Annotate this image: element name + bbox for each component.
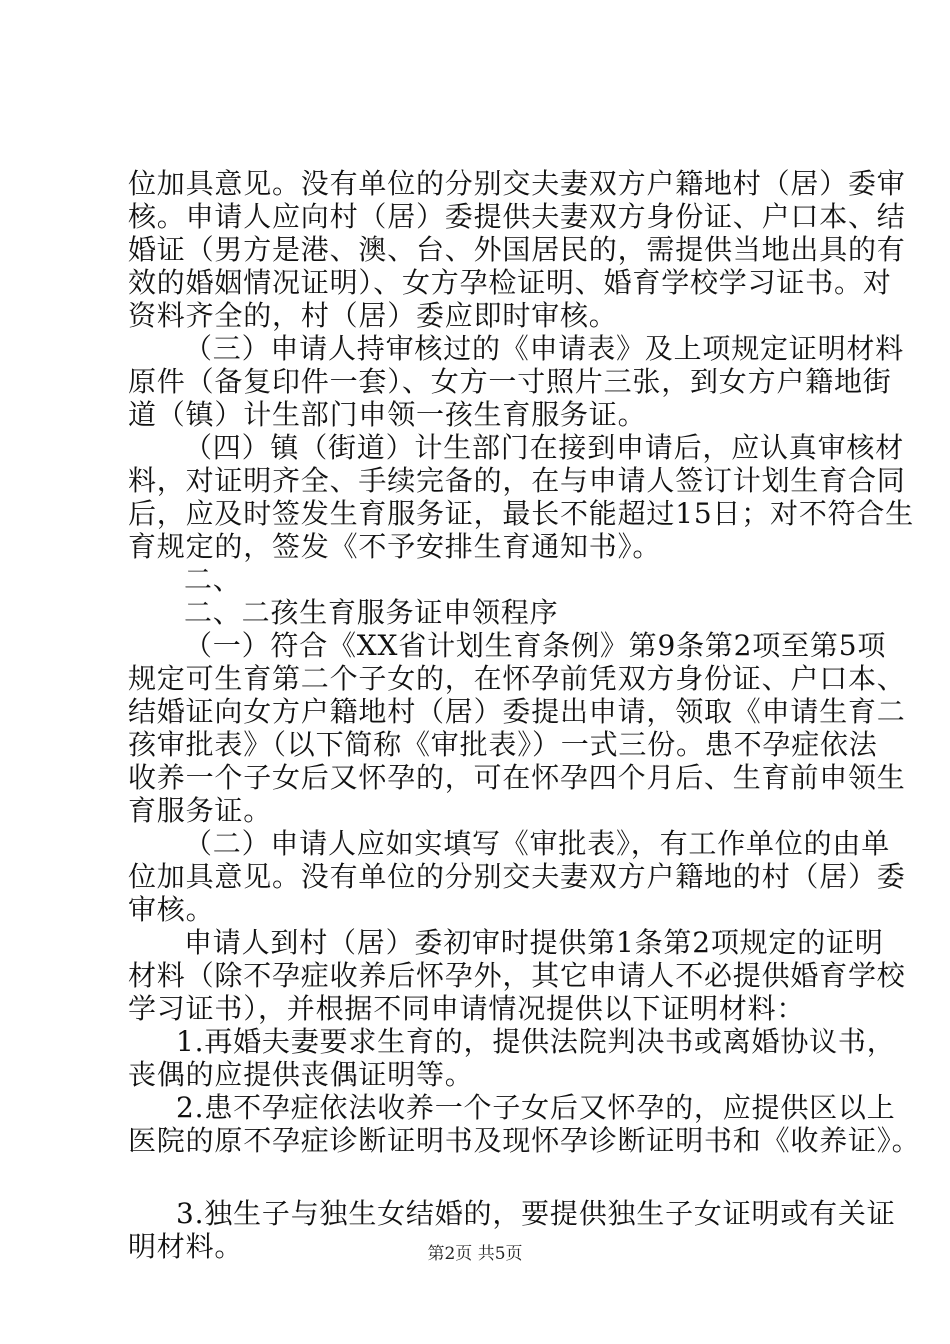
body-line: 材料（除不孕症收养后怀孕外，其它申请人不必提供婚育学校 [128, 959, 906, 992]
body-line: 丧偶的应提供丧偶证明等。 [128, 1058, 474, 1091]
body-line: 规定可生育第二个子女的，在怀孕前凭双方身份证、户口本、 [128, 662, 906, 695]
body-line: 医院的原不孕症诊断证明书及现怀孕诊断证明书和《收养证》。 [128, 1124, 921, 1157]
body-line: 核。申请人应向村（居）委提供夫妻双方身份证、户口本、结 [128, 200, 906, 233]
body-line: 结婚证向女方户籍地村（居）委提出申请，领取《申请生育二 [128, 695, 906, 728]
body-line: 育服务证。 [128, 794, 273, 827]
blank-gap [128, 1157, 832, 1197]
body-line: 道（镇）计生部门申领一孩生育服务证。 [128, 398, 647, 431]
body-line: 明材料。 [128, 1230, 244, 1263]
body-line: 学习证书），并根据不同申请情况提供以下证明材料： [128, 992, 806, 1025]
body-line: 原件（备复印件一套）、女方一寸照片三张，到女方户籍地街 [128, 365, 892, 398]
body-line: 育规定的，签发《不予安排生育通知书》。 [128, 530, 662, 563]
body-line: 料，对证明齐全、手续完备的，在与申请人签订计划生育合同 [128, 464, 906, 497]
list-item-first-line: 2.患不孕症依法收养一个子女后又怀孕的，应提供区以上 [176, 1091, 896, 1124]
body-line: 后，应及时签发生育服务证，最长不能超过15日；对不符合生 [128, 497, 915, 530]
body-line: 审核。 [128, 893, 215, 926]
page-number-footer: 第2页 共5页 [427, 1244, 523, 1264]
paragraph-first-line: （二）申请人应如实填写《审批表》，有工作单位的由单 [184, 827, 891, 860]
body-line: 位加具意见。没有单位的分别交夫妻双方户籍地的村（居）委 [128, 860, 906, 893]
paragraph-first-line: （一）符合《XX省计划生育条例》第9条第2项至第5项 [184, 629, 887, 662]
body-line: 孩审批表》（以下简称《审批表》）一式三份。患不孕症依法 [128, 728, 878, 761]
list-item-first-line: 3.独生子与独生女结婚的，要提供独生子女证明或有关证 [176, 1197, 896, 1230]
document-body [128, 167, 921, 1263]
body-line: 效的婚姻情况证明）、女方孕检证明、婚育学校学习证书。对 [128, 266, 892, 299]
body-line: 婚证（男方是港、澳、台、外国居民的，需提供当地出具的有 [128, 233, 906, 266]
body-line: 位加具意见。没有单位的分别交夫妻双方户籍地村（居）委审 [128, 167, 906, 200]
section-heading: 二、二孩生育服务证申领程序 [184, 596, 559, 629]
paragraph-first-line: （三）申请人持审核过的《申请表》及上项规定证明材料 [184, 332, 905, 365]
body-line: 收养一个子女后又怀孕的，可在怀孕四个月后、生育前申领生 [128, 761, 906, 794]
paragraph-first-line: 申请人到村（居）委初审时提供第1条第2项规定的证明 [184, 926, 884, 959]
section-marker: 二、 [184, 563, 242, 596]
list-item-first-line: 1.再婚夫妻要求生育的，提供法院判决书或离婚协议书， [176, 1025, 896, 1058]
body-line: 资料齐全的，村（居）委应即时审核。 [128, 299, 618, 332]
paragraph-first-line: （四）镇（街道）计生部门在接到申请后，应认真审核材 [184, 431, 905, 464]
